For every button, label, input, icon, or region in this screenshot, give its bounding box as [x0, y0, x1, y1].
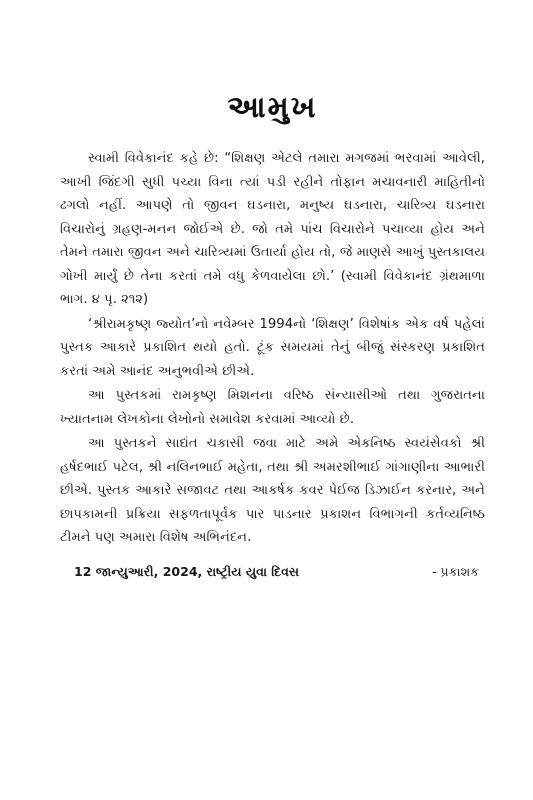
paragraph-acknowledgements: આ પુસ્તકને સાદ્યંત ચકાસી જવા માટે અમે એકનિષ્ઠ સ્વયંસેવકો શ્રી હર્ષદભાઈ પટેલ, શ્રી નલિનભાઈ મહેતા, તથા શ્રી અમરશીભાઈ ગાંગાણીના આભારી છીએ. પુસ્તક આકારે સજાવટ તથા આકર્ષક કવર પેઈજ ડિઝાઈન કરનાર, અને છાપકામની પ્રક્રિયા સફળતાપૂર્વક પાર પાડનાર પ્રકાશન વિભાગની કર્તવ્યનિષ્ઠ ટીમને પણ અમારા વિશેષ અભિનંદન. [60, 436, 485, 545]
footer-date: 12 જાન્યુઆરી, 2024, રાષ્ટ્રીય યુવા દિવસ [74, 563, 300, 579]
paragraph-edition: ‘શ્રીરામકૃષ્ણ જ્યોત’નો નવેમ્બર 1994નો ‘શિક્ષણ’ વિશેષાંક એક વર્ષ પહેલાં પુસ્તક આકારે પ્રકાશિત થયો હતો. ટૂંક સમયમાં તેનું બીજું સંસ્કરણ પ્રકાશિત કરતાં અમે આનંદ અનુભવીએ છીએ. [60, 316, 485, 379]
page-title: આમુખ [227, 90, 318, 125]
paragraph-quote: સ્વામી વિવેકાનંદ કહે છે: “શિક્ષણ એટલે તમારા મગજમાં ભરવામાં આવેલી, આખી જિંદગી સુધી પચ્યા વિના ત્યાં પડી રહીને તોફાન મચાવનારી માહિતીનો ઢગલો નહીં. આપણે તો જીવન ઘડનારા, મનુષ્ય ઘડનારા, ચારિત્ર્ય ઘડનારા વિચારોનું ગ્રહણ-મનન જોઈએ છે. જો તમે પાંચ વિચારોને પચાવ્યા હોય અને તેમને તમારા જીવન અને ચારિત્ર્યમાં ઉતાર્યા હોય તો, જે માણસે આખું પુસ્તકાલય ગોખી માર્યું છે તેના કરતાં તમે વધુ કેળવાયેલા છો.’ (સ્વામી વિવેકાનંદ ગ્રંથમાળા ભાગ. ૪ પૃ. ૨૧૨) [60, 151, 485, 307]
footer [60, 564, 485, 580]
publisher-signature: - પ્રકાશક [432, 563, 479, 579]
paragraph-contents: આ પુસ્તકમાં રામકૃષ્ણ મિશનના વરિષ્ઠ સંન્યાસીઓ તથા ગુજરાતના ખ્યાતનામ લેખકોના લેખોનો સમાવેશ કરવામાં આવ્યો છે. [60, 388, 485, 427]
